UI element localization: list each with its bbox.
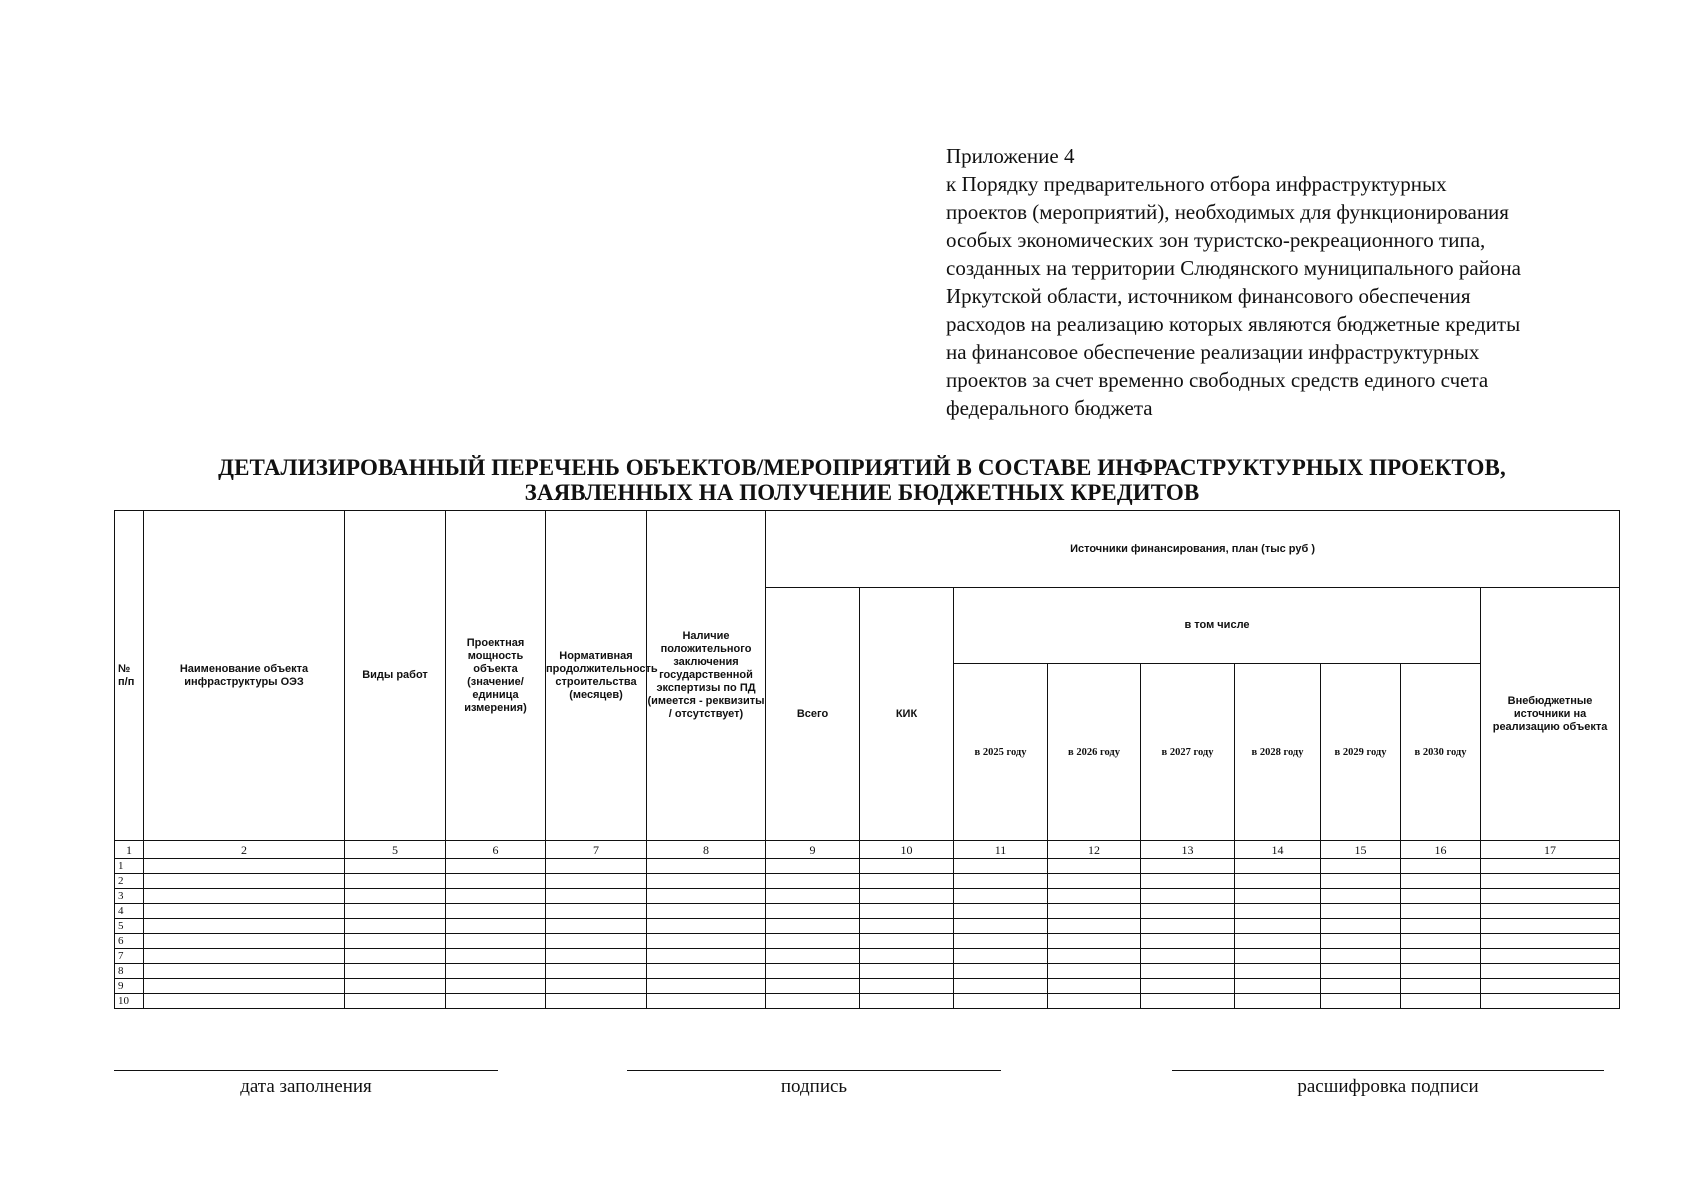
- appendix-line: к Порядку предварительного отбора инфраструктурных: [946, 172, 1447, 196]
- table-cell: [345, 874, 446, 889]
- table-cell: [647, 904, 766, 919]
- title-line-1: ДЕТАЛИЗИРОВАННЫЙ ПЕРЕЧЕНЬ ОБЪЕКТОВ/МЕРОПРИЯТИЙ В СОСТАВЕ ИНФРАСТРУКТУРНЫХ ПРОЕКТОВ,: [218, 455, 1506, 480]
- header-capacity: Проектная мощность объекта (значение/единица измерения): [446, 511, 546, 841]
- table-cell: [647, 859, 766, 874]
- table-cell: [1235, 994, 1321, 1009]
- table-cell: [345, 979, 446, 994]
- table-cell: [446, 994, 546, 1009]
- table-cell: [1481, 859, 1620, 874]
- table-cell: [446, 904, 546, 919]
- table-cell: [1321, 949, 1401, 964]
- table-cell: [860, 949, 954, 964]
- row-number: 1: [115, 859, 144, 874]
- table-cell: [766, 919, 860, 934]
- table-cell: [1321, 904, 1401, 919]
- table-cell: [1321, 874, 1401, 889]
- table-cell: [1481, 904, 1620, 919]
- table-cell: [1048, 994, 1141, 1009]
- table-cell: [766, 964, 860, 979]
- table-cell: [1321, 889, 1401, 904]
- table-cell: [1141, 934, 1235, 949]
- appendix-line: проектов (мероприятий), необходимых для функционирования: [946, 200, 1509, 224]
- table-cell: [1401, 859, 1481, 874]
- table-cell: [1481, 994, 1620, 1009]
- column-number: 17: [1481, 841, 1620, 859]
- column-number: 2: [144, 841, 345, 859]
- table-cell: [144, 889, 345, 904]
- table-cell: [546, 874, 647, 889]
- table-cell: [144, 994, 345, 1009]
- table-cell: [954, 919, 1048, 934]
- table-cell: [1401, 919, 1481, 934]
- table-cell: [954, 934, 1048, 949]
- table-cell: [1235, 874, 1321, 889]
- appendix-line: созданных на территории Слюдянского муниципального района: [946, 256, 1521, 280]
- table-cell: [954, 904, 1048, 919]
- table-cell: [647, 979, 766, 994]
- table-cell: [766, 889, 860, 904]
- table-cell: [546, 934, 647, 949]
- table-cell: [647, 934, 766, 949]
- appendix-line: на финансовое обеспечение реализации инфраструктурных: [946, 340, 1480, 364]
- objects-table: [114, 510, 1620, 1009]
- table-cell: [144, 904, 345, 919]
- table-cell: [144, 979, 345, 994]
- table-cell: [766, 859, 860, 874]
- table-cell: [647, 919, 766, 934]
- table-cell: [1141, 994, 1235, 1009]
- column-number: 9: [766, 841, 860, 859]
- column-number: 15: [1321, 841, 1401, 859]
- table-cell: [1321, 979, 1401, 994]
- header-year-2026: в 2026 году: [1048, 664, 1141, 841]
- table-cell: [1235, 919, 1321, 934]
- table-cell: [1481, 889, 1620, 904]
- table-cell: [446, 934, 546, 949]
- signature-label: подпись: [780, 1076, 848, 1097]
- document-title: [112, 455, 1612, 505]
- table-cell: [1481, 919, 1620, 934]
- table-cell: [345, 919, 446, 934]
- table-cell: [1481, 979, 1620, 994]
- column-number: 11: [954, 841, 1048, 859]
- header-row-1: [115, 511, 1620, 588]
- row-number: 7: [115, 949, 144, 964]
- table-cell: [1481, 949, 1620, 964]
- appendix-line: проектов за счет временно свободных средств единого счета: [946, 368, 1489, 392]
- table-cell: [144, 919, 345, 934]
- column-number: 7: [546, 841, 647, 859]
- column-number: 14: [1235, 841, 1321, 859]
- table-cell: [954, 889, 1048, 904]
- column-number: 13: [1141, 841, 1235, 859]
- table-cell: [1321, 919, 1401, 934]
- table-row: [115, 949, 1620, 964]
- table-cell: [1048, 934, 1141, 949]
- table-cell: [144, 859, 345, 874]
- column-number: 8: [647, 841, 766, 859]
- table-cell: [954, 874, 1048, 889]
- row-number: 3: [115, 889, 144, 904]
- table-cell: [546, 994, 647, 1009]
- column-number: 5: [345, 841, 446, 859]
- column-number: 1: [115, 841, 144, 859]
- header-duration: Нормативная продолжительность строительства (месяцев): [546, 511, 647, 841]
- row-number: 4: [115, 904, 144, 919]
- header-funding-sources: Источники финансирования, план (тыс руб ): [766, 511, 1620, 588]
- table-cell: [1048, 889, 1141, 904]
- table-cell: [1048, 904, 1141, 919]
- table-cell: [766, 874, 860, 889]
- table-cell: [1321, 964, 1401, 979]
- header-year-2028: в 2028 году: [1235, 664, 1321, 841]
- table-cell: [860, 919, 954, 934]
- table-row: [115, 859, 1620, 874]
- table-cell: [1141, 964, 1235, 979]
- table-cell: [647, 994, 766, 1009]
- table-cell: [1235, 934, 1321, 949]
- table-cell: [546, 859, 647, 874]
- header-name: Наименование объекта инфраструктуры ОЭЗ: [144, 511, 345, 841]
- date-filled-field: [114, 1070, 498, 1099]
- table-cell: [546, 919, 647, 934]
- header-expertise: Наличие положительного заключения государственной экспертизы по ПД (имеется - реквизиты / отсутствует): [647, 511, 766, 841]
- column-number-row: [115, 841, 1620, 859]
- header-year-2025: в 2025 году: [954, 664, 1048, 841]
- table-cell: [1235, 904, 1321, 919]
- table-row: [115, 904, 1620, 919]
- table-cell: [144, 949, 345, 964]
- appendix-line: федерального бюджета: [946, 396, 1153, 420]
- table-cell: [766, 979, 860, 994]
- table-cell: [144, 934, 345, 949]
- table-cell: [1141, 859, 1235, 874]
- appendix-line: Приложение 4: [946, 144, 1075, 168]
- title-line-2: ЗАЯВЛЕННЫХ НА ПОЛУЧЕНИЕ БЮДЖЕТНЫХ КРЕДИТОВ: [524, 480, 1200, 505]
- table-row: [115, 994, 1620, 1009]
- table-row: [115, 934, 1620, 949]
- table-cell: [1048, 919, 1141, 934]
- header-year-2029: в 2029 году: [1321, 664, 1401, 841]
- table-cell: [1141, 904, 1235, 919]
- signature-decoding-label: расшифровка подписи: [1297, 1076, 1479, 1097]
- header-year-2030: в 2030 году: [1401, 664, 1481, 841]
- table-cell: [1401, 979, 1481, 994]
- table-cell: [446, 859, 546, 874]
- table-cell: [446, 889, 546, 904]
- table-cell: [446, 874, 546, 889]
- table-cell: [647, 949, 766, 964]
- table-cell: [954, 979, 1048, 994]
- table-cell: [860, 994, 954, 1009]
- table-cell: [1048, 964, 1141, 979]
- table-cell: [1141, 874, 1235, 889]
- table-cell: [1235, 979, 1321, 994]
- table-row: [115, 874, 1620, 889]
- table-row: [115, 964, 1620, 979]
- appendix-line: особых экономических зон туристско-рекреационного типа,: [946, 228, 1486, 252]
- table-cell: [546, 949, 647, 964]
- row-number: 10: [115, 994, 144, 1009]
- table-cell: [1048, 949, 1141, 964]
- table-cell: [954, 859, 1048, 874]
- table-cell: [1401, 934, 1481, 949]
- table-cell: [860, 934, 954, 949]
- date-filled-label: дата заполнения: [240, 1076, 372, 1097]
- table-cell: [1141, 949, 1235, 964]
- table-cell: [860, 904, 954, 919]
- table-cell: [860, 889, 954, 904]
- table-cell: [1321, 934, 1401, 949]
- row-number: 6: [115, 934, 144, 949]
- table-cell: [546, 979, 647, 994]
- table-cell: [860, 874, 954, 889]
- table-row: [115, 889, 1620, 904]
- appendix-line: расходов на реализацию которых являются бюджетные кредиты: [946, 312, 1521, 336]
- header-num: № п/п: [115, 511, 144, 841]
- table-body: [115, 859, 1620, 1009]
- column-number: 10: [860, 841, 954, 859]
- table-cell: [1401, 949, 1481, 964]
- table-cell: [1235, 964, 1321, 979]
- table-cell: [1401, 964, 1481, 979]
- table-cell: [1141, 979, 1235, 994]
- table-cell: [345, 859, 446, 874]
- header-offbudget: Внебюджетные источники на реализацию объекта: [1481, 588, 1620, 841]
- table-cell: [647, 964, 766, 979]
- table-cell: [766, 904, 860, 919]
- table-cell: [860, 979, 954, 994]
- signature-decoding-field: [1172, 1070, 1604, 1099]
- table-cell: [1235, 949, 1321, 964]
- appendix-line: Иркутской области, источником финансового обеспечения: [946, 284, 1471, 308]
- table-cell: [1235, 889, 1321, 904]
- table-cell: [766, 949, 860, 964]
- row-number: 8: [115, 964, 144, 979]
- table-cell: [860, 859, 954, 874]
- table-cell: [1401, 874, 1481, 889]
- table-cell: [954, 994, 1048, 1009]
- table-row: [115, 919, 1620, 934]
- table-cell: [1141, 919, 1235, 934]
- table-cell: [446, 979, 546, 994]
- header-including: в том числе: [954, 588, 1481, 664]
- table-cell: [1401, 994, 1481, 1009]
- appendix-block: [946, 142, 1666, 422]
- table-cell: [446, 919, 546, 934]
- table-cell: [1048, 874, 1141, 889]
- table-cell: [954, 949, 1048, 964]
- table-cell: [345, 904, 446, 919]
- table-cell: [446, 964, 546, 979]
- table-cell: [446, 949, 546, 964]
- table-cell: [1481, 934, 1620, 949]
- table-cell: [1401, 904, 1481, 919]
- table-cell: [647, 874, 766, 889]
- table-cell: [345, 934, 446, 949]
- table-cell: [860, 964, 954, 979]
- column-number: 12: [1048, 841, 1141, 859]
- table-cell: [345, 889, 446, 904]
- table-cell: [144, 874, 345, 889]
- row-number: 2: [115, 874, 144, 889]
- table-cell: [345, 949, 446, 964]
- column-number: 6: [446, 841, 546, 859]
- header-works: Виды работ: [345, 511, 446, 841]
- row-number: 5: [115, 919, 144, 934]
- table-cell: [1048, 979, 1141, 994]
- table-cell: [546, 889, 647, 904]
- table-cell: [1048, 859, 1141, 874]
- header-year-2027: в 2027 году: [1141, 664, 1235, 841]
- table-cell: [1481, 874, 1620, 889]
- table-cell: [1141, 889, 1235, 904]
- table-cell: [1321, 859, 1401, 874]
- table-cell: [1401, 889, 1481, 904]
- table-cell: [766, 934, 860, 949]
- table-row: [115, 979, 1620, 994]
- table-cell: [144, 964, 345, 979]
- header-total: Всего: [766, 588, 860, 841]
- table-cell: [345, 994, 446, 1009]
- table-cell: [1321, 994, 1401, 1009]
- row-number: 9: [115, 979, 144, 994]
- table-cell: [345, 964, 446, 979]
- header-kik: КИК: [860, 588, 954, 841]
- table-cell: [546, 964, 647, 979]
- table-cell: [954, 964, 1048, 979]
- table-cell: [1235, 859, 1321, 874]
- signature-field: [627, 1070, 1001, 1099]
- table-cell: [647, 889, 766, 904]
- table-cell: [1481, 964, 1620, 979]
- column-number: 16: [1401, 841, 1481, 859]
- table-cell: [766, 994, 860, 1009]
- table-cell: [546, 904, 647, 919]
